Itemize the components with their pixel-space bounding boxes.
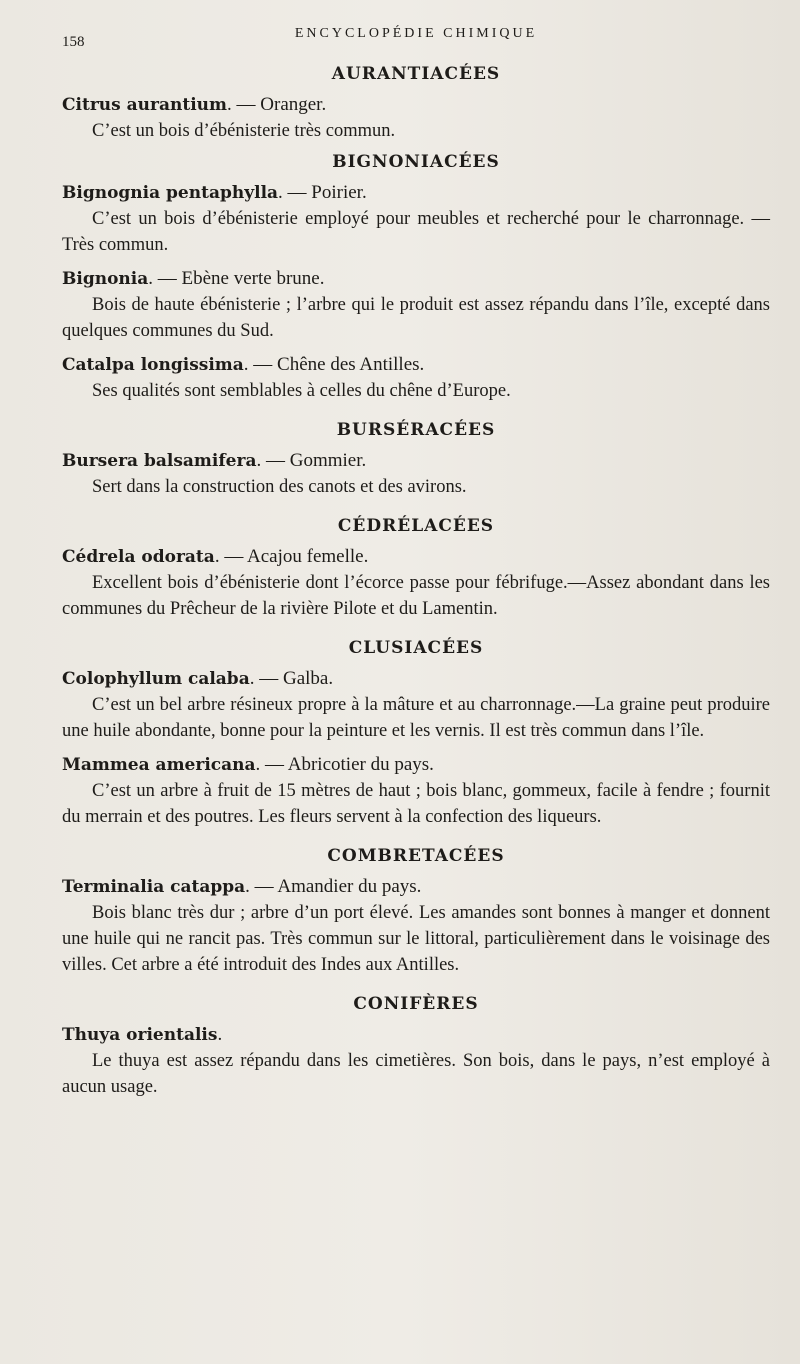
common-name: . bbox=[217, 1024, 223, 1045]
species-description: C’est un bois d’ébénisterie très commun. bbox=[92, 121, 396, 141]
species-name: Mammea americana bbox=[62, 755, 256, 775]
species-description: C’est un arbre à fruit de 15 mètres de haut ; bois blanc, gommeux, facile à fendre ; fournit du merrain et des poutres. Les fleurs servent à la confection des liqueurs. bbox=[62, 781, 770, 827]
common-name: . — Abricotier du pays. bbox=[255, 754, 434, 775]
common-name: . — Gommier. bbox=[256, 450, 367, 471]
species-description: Excellent bois d’ébénisterie dont l’écorce passe pour fébrifuge.—Assez abondant dans les communes du Prêcheur de la rivière Pilote et du Lamentin. bbox=[62, 573, 770, 619]
species-line bbox=[62, 92, 770, 118]
family-heading-cedrelacees: CÉDRÉLACÉES bbox=[337, 516, 495, 536]
species-line bbox=[62, 448, 770, 474]
common-name: . — Poirier. bbox=[278, 182, 367, 203]
species-name: Bignonia bbox=[62, 269, 149, 289]
species-description: Le thuya est assez répandu dans les cimetières. Son bois, dans le pays, n’est employé à aucun usage. bbox=[62, 1051, 770, 1097]
species-name: Bignognia pentaphylla bbox=[62, 183, 279, 203]
species-name: Terminalia catappa bbox=[62, 877, 246, 897]
page-number: 158 bbox=[62, 34, 85, 50]
species-line bbox=[62, 266, 770, 292]
species-description: C’est un bois d’ébénisterie employé pour meubles et recherché pour le charronnage. — Très commun. bbox=[62, 209, 770, 255]
species-line bbox=[62, 666, 770, 692]
species-line bbox=[62, 752, 770, 778]
species-name: Cédrela odorata bbox=[62, 547, 215, 567]
species-name: Catalpa longissima bbox=[62, 355, 244, 375]
species-name: Bursera balsamifera bbox=[62, 451, 257, 471]
common-name: . — Oranger. bbox=[227, 94, 327, 115]
family-heading-aurantiacees: AURANTIACÉES bbox=[331, 64, 501, 84]
species-name: Citrus aurantium bbox=[62, 95, 228, 115]
species-description: Ses qualités sont semblables à celles du chêne d’Europe. bbox=[92, 381, 511, 401]
common-name: . — Acajou femelle. bbox=[214, 546, 369, 567]
species-line bbox=[62, 180, 770, 206]
running-title: ENCYCLOPÉDIE CHIMIQUE bbox=[294, 26, 538, 41]
species-description: C’est un bel arbre résineux propre à la mâture et au charronnage.—La graine peut produire une huile abondante, bonne pour la peinture et les vernis. Il est très commun dans l’île. bbox=[62, 695, 770, 741]
common-name: . — Ebène verte brune. bbox=[148, 268, 325, 289]
family-heading-combretacees: COMBRETACÉES bbox=[327, 846, 505, 866]
common-name: . — Amandier du pays. bbox=[245, 876, 422, 897]
species-description: Bois blanc très dur ; arbre d’un port élevé. Les amandes sont bonnes à manger et donnent une huile qui ne rancit pas. Très commun sur le littoral, particulièrement dans le voisinage des villes. Cet arbre a été introduit des Indes aux Antilles. bbox=[62, 903, 770, 975]
species-line bbox=[62, 1022, 770, 1048]
family-heading-coniferes: CONIFÈRES bbox=[353, 994, 479, 1014]
common-name: . — Galba. bbox=[249, 668, 334, 689]
species-description: Bois de haute ébénisterie ; l’arbre qui le produit est assez répandu dans l’île, excepté dans quelques communes du Sud. bbox=[62, 295, 770, 341]
species-description: Sert dans la construction des canots et des avirons. bbox=[92, 477, 467, 497]
family-heading-burseracees: BURSÉRACÉES bbox=[336, 420, 496, 440]
species-line bbox=[62, 874, 770, 900]
common-name: . — Chêne des Antilles. bbox=[243, 354, 425, 375]
running-head bbox=[62, 26, 770, 56]
family-heading-bignoniacees: BIGNONIACÉES bbox=[332, 152, 500, 172]
family-heading-clusiacees: CLUSIACÉES bbox=[348, 638, 484, 658]
species-line bbox=[62, 544, 770, 570]
species-name: Colophyllum calaba bbox=[62, 669, 250, 689]
species-name: Thuya orientalis bbox=[62, 1025, 218, 1045]
species-line bbox=[62, 352, 770, 378]
